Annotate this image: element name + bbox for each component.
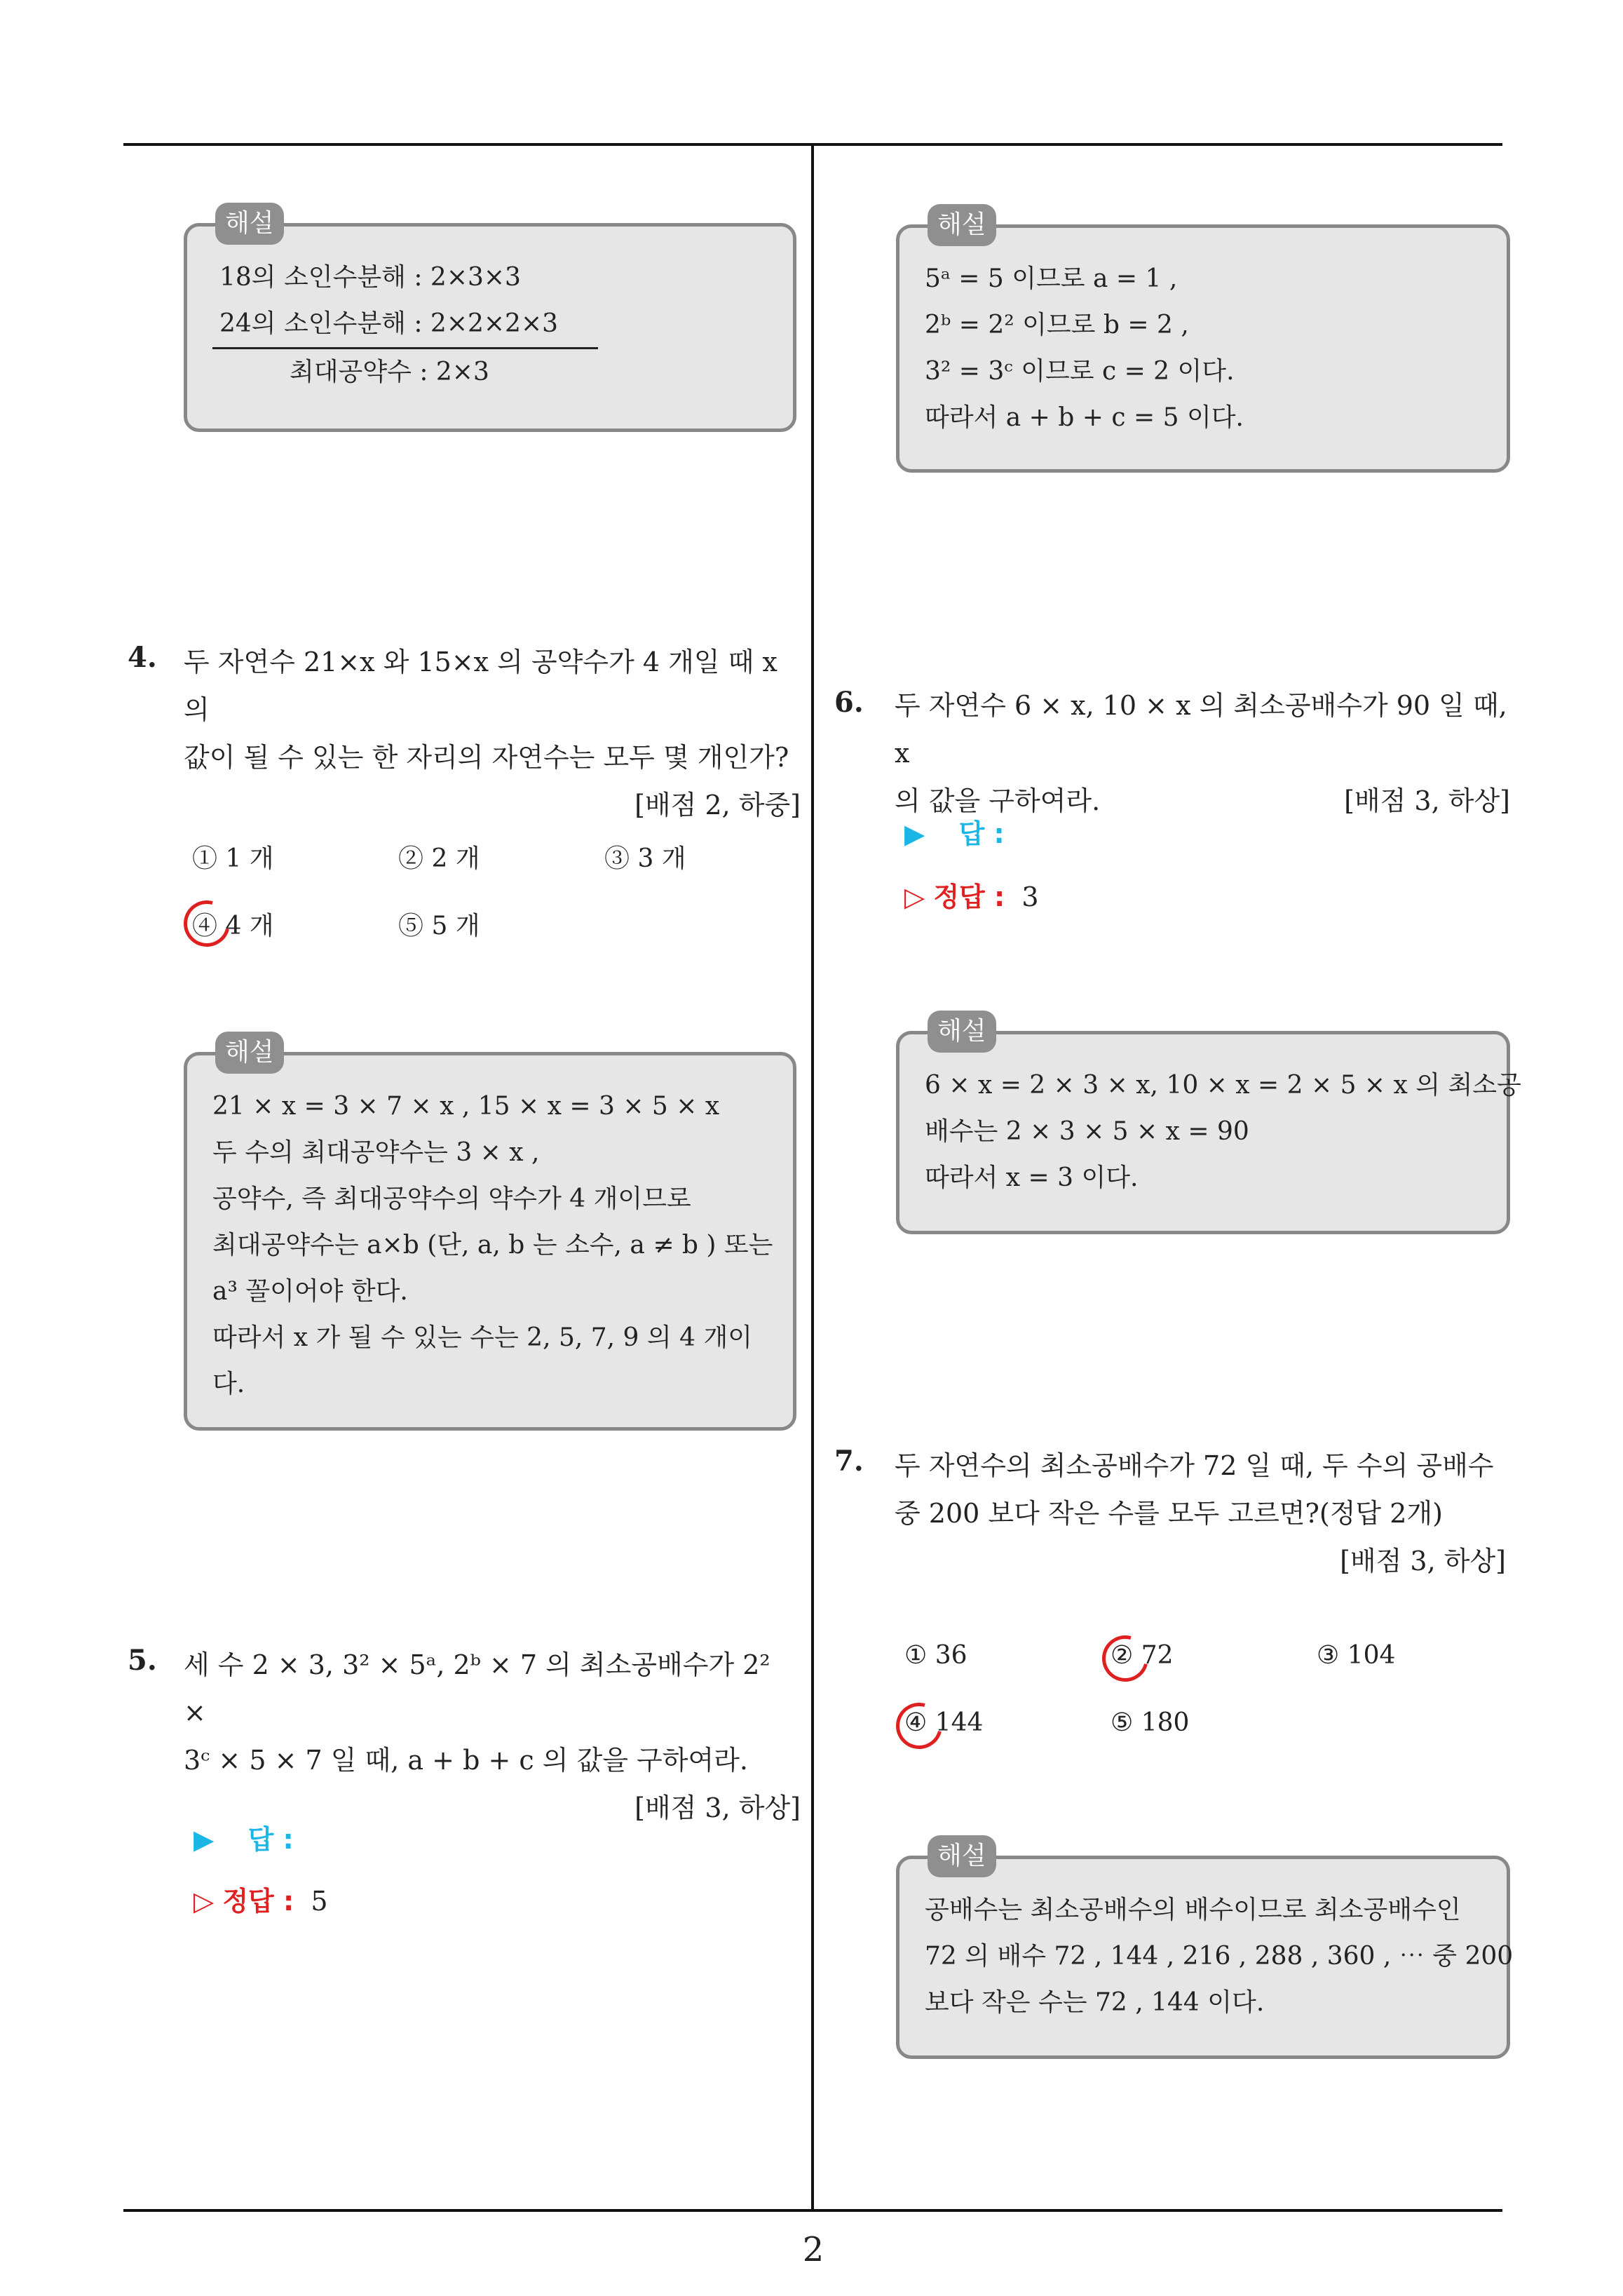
correct-label: 정답 :	[933, 882, 1005, 912]
solution-line: 2ᵇ = 2² 이므로 b = 2 ,	[925, 311, 1189, 339]
correct-value: 5	[311, 1886, 328, 1917]
solution-line: 21 × x = 3 × 7 × x , 15 × x = 3 × 5 × x	[212, 1092, 720, 1121]
score-label: [배점 2, 하중]	[634, 790, 801, 821]
q7-solution-box	[896, 1842, 1514, 2059]
question-line: 두 자연수 6 × x, 10 × x 의 최소공배수가 90 일 때, x	[895, 690, 1507, 769]
q4-text	[184, 638, 801, 829]
question-line: 중 200 보다 작은 수를 모두 고르면?(정답 2개)	[895, 1498, 1443, 1529]
q5-solution-box	[896, 210, 1510, 473]
selected-answer-circle	[888, 1694, 951, 1757]
q4-option-1[interactable]: ① 1 개	[192, 844, 274, 873]
page-number: 2	[802, 2230, 824, 2269]
q5-text	[184, 1641, 801, 1832]
q6-answer-line	[904, 812, 1005, 851]
solution-line: 최대공약수는 a×b (단, a, b 는 소수, a ≠ b ) 또는	[212, 1231, 773, 1260]
solution-line: 따라서 x = 3 이다.	[925, 1163, 1139, 1192]
q3-solution-box	[184, 209, 796, 432]
q4-option-2[interactable]: ② 2 개	[398, 844, 480, 873]
q7-option-3[interactable]: ③ 104	[1317, 1641, 1396, 1670]
solution-line: 3² = 3ᶜ 이므로 c = 2 이다.	[925, 357, 1235, 386]
column-divider	[811, 143, 814, 2210]
question-number: 5.	[128, 1644, 157, 1677]
play-icon: ▶	[193, 1824, 215, 1855]
solution-line: 따라서 a + b + c = 5 이다.	[925, 403, 1244, 432]
question-number: 7.	[834, 1445, 864, 1478]
question-line: 의 값을 구하여라.	[895, 785, 1101, 816]
q4-option-3[interactable]: ③ 3 개	[604, 844, 686, 873]
solution-line: 72 의 배수 72 , 144 , 216 , 288 , 360 , ⋯ 중 200	[925, 1942, 1514, 1971]
score-label: [배점 3, 하상]	[1340, 1546, 1506, 1576]
solution-line: 18의 소인수분해 : 2×3×3	[219, 263, 521, 292]
triangle-icon: ▷	[904, 882, 925, 912]
q7-option-4[interactable]: ④ 144	[904, 1708, 984, 1737]
q7-option-2[interactable]: ② 72	[1111, 1641, 1174, 1670]
solution-line: 공약수, 즉 최대공약수의 약수가 4 개이므로	[212, 1184, 691, 1213]
selected-answer-circle	[175, 892, 238, 955]
question-number: 4.	[128, 641, 157, 674]
q5-correct-line	[193, 1879, 328, 1918]
score-label: [배점 3, 하상]	[634, 1792, 801, 1823]
question-line: 두 자연수의 최소공배수가 72 일 때, 두 수의 공배수	[895, 1450, 1494, 1481]
question-line: 값이 될 수 있는 한 자리의 자연수는 모두 몇 개인가?	[184, 742, 789, 773]
solution-tag: 해설	[928, 204, 996, 246]
triangle-icon: ▷	[193, 1886, 215, 1917]
correct-value: 3	[1021, 882, 1039, 912]
solution-line: 5ᵃ = 5 이므로 a = 1 ,	[925, 264, 1178, 293]
q7-option-1[interactable]: ① 36	[904, 1641, 967, 1670]
q4-solution-box	[184, 1038, 796, 1431]
selected-answer-circle	[1094, 1627, 1157, 1690]
solution-line: 보다 작은 수는 72 , 144 이다.	[925, 1988, 1265, 2017]
solution-tag: 해설	[928, 1011, 996, 1053]
play-icon: ▶	[904, 818, 925, 849]
solution-line: 다.	[212, 1370, 245, 1398]
bottom-rule	[123, 2209, 1502, 2212]
solution-line: 두 수의 최대공약수는 3 × x ,	[212, 1138, 540, 1167]
solution-tag: 해설	[215, 1032, 284, 1074]
question-line: 세 수 2 × 3, 3² × 5ᵃ, 2ᵇ × 7 의 최소공배수가 2² ×	[184, 1649, 770, 1728]
q4-option-4[interactable]: ④ 4 개	[192, 912, 274, 940]
q7-text	[895, 1442, 1506, 1585]
solution-line: 24의 소인수분해 : 2×2×2×3	[212, 301, 598, 349]
solution-line: 공배수는 최소공배수의 배수이므로 최소공배수인	[925, 1896, 1461, 1924]
solution-line: 따라서 x 가 될 수 있는 수는 2, 5, 7, 9 의 4 개이	[212, 1323, 753, 1352]
question-line: 3ᶜ × 5 × 7 일 때, a + b + c 의 값을 구하여라.	[184, 1745, 748, 1776]
answer-label: 답 :	[247, 1824, 294, 1855]
question-number: 6.	[834, 686, 864, 719]
solution-line: 최대공약수 : 2×3	[290, 358, 489, 386]
solution-tag: 해설	[215, 203, 284, 245]
q6-correct-line	[904, 875, 1039, 914]
q4-option-5[interactable]: ⑤ 5 개	[398, 912, 480, 940]
q6-solution-box	[896, 1017, 1521, 1234]
q7-option-5[interactable]: ⑤ 180	[1111, 1708, 1190, 1737]
score-label: [배점 3, 하상]	[1344, 785, 1510, 816]
solution-line: a³ 꼴이어야 한다.	[212, 1277, 408, 1306]
answer-label: 답 :	[958, 818, 1005, 849]
correct-label: 정답 :	[222, 1886, 294, 1917]
solution-tag: 해설	[928, 1835, 996, 1877]
solution-line: 6 × x = 2 × 3 × x, 10 × x = 2 × 5 × x 의 최소공	[925, 1071, 1521, 1100]
q5-answer-line	[193, 1818, 294, 1856]
question-line: 두 자연수 21×x 와 15×x 의 공약수가 4 개일 때 x 의	[184, 647, 777, 725]
q6-text	[895, 682, 1510, 825]
solution-line: 배수는 2 × 3 × 5 × x = 90	[925, 1117, 1249, 1146]
